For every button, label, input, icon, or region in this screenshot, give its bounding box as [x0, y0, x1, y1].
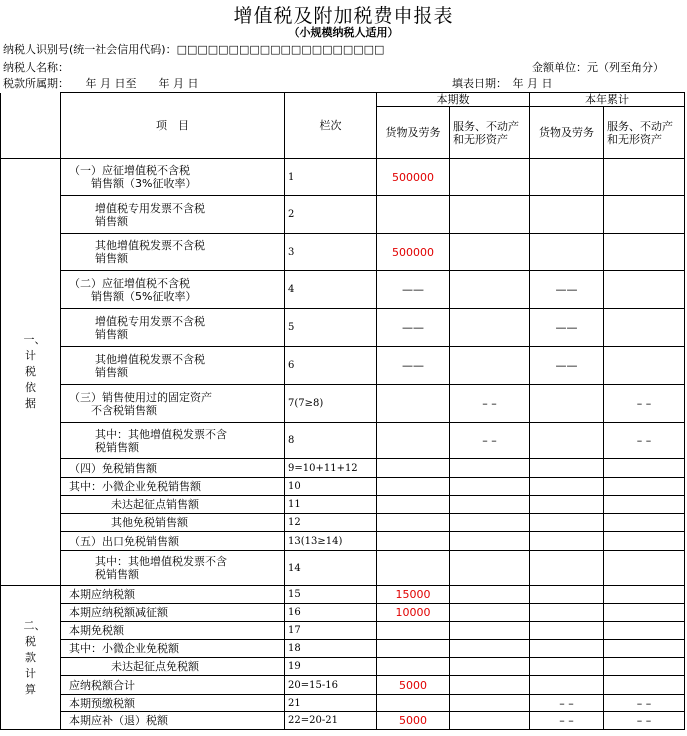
row-label: 其中：小微企业免税销售额 — [61, 478, 285, 496]
row-label: 其他增值税发票不含税 销售额 — [61, 234, 285, 271]
services-ytd-cell[interactable] — [604, 586, 685, 604]
services-current-cell[interactable] — [450, 309, 530, 347]
services-ytd-cell[interactable] — [604, 658, 685, 676]
section-tax-calculation — [1, 586, 61, 730]
goods-current-cell[interactable] — [377, 658, 450, 676]
row-label: 增值税专用发票不含税 销售额 — [61, 309, 285, 347]
services-current-cell[interactable] — [450, 478, 530, 496]
row-label: 增值税专用发票不含税 销售额 — [61, 196, 285, 234]
goods-ytd-cell[interactable] — [530, 551, 604, 586]
goods-ytd-cell[interactable] — [530, 496, 604, 514]
goods-current-cell[interactable] — [377, 622, 450, 640]
fill-date: 填表日期： 年 月 日 — [452, 77, 553, 90]
goods-ytd-cell[interactable] — [530, 159, 604, 196]
services-ytd-cell[interactable] — [604, 478, 685, 496]
services-current-cell[interactable] — [450, 496, 530, 514]
table-row — [1, 159, 685, 196]
services-ytd-cell[interactable] — [604, 622, 685, 640]
table-row — [1, 514, 685, 532]
taxpayer-id-row — [3, 41, 384, 57]
services-ytd-cell[interactable] — [604, 640, 685, 658]
row-line-number: 5 — [285, 309, 377, 347]
row-line-number: 1 — [285, 159, 377, 196]
row-label: （四）免税销售额 — [61, 459, 285, 478]
services-ytd-cell[interactable] — [604, 496, 685, 514]
row-label: （三）销售使用过的固定资产 不含税销售额 — [61, 385, 285, 423]
col-services-ytd-header: 服务、不动产和无形资产 — [604, 107, 685, 159]
goods-current-cell[interactable]: 10000 — [377, 604, 450, 622]
form-title: 增值税及附加税费申报表 — [233, 5, 454, 27]
row-label: 其中：其他增值税发票不含 税销售额 — [61, 423, 285, 459]
goods-current-cell[interactable] — [377, 551, 450, 586]
row-label: （五）出口免税销售额 — [61, 532, 285, 551]
table-row — [1, 622, 685, 640]
goods-current-cell[interactable]: —— — [377, 271, 450, 309]
goods-current-cell[interactable]: 15000 — [377, 586, 450, 604]
table-row — [1, 423, 685, 459]
row-label: 其他增值税发票不含税 销售额 — [61, 347, 285, 385]
section-tax-calculation-label: 二、税款计算 — [23, 618, 46, 696]
table-row — [1, 347, 685, 385]
row-line-number: 15 — [285, 586, 377, 604]
goods-current-cell[interactable]: —— — [377, 309, 450, 347]
goods-ytd-cell[interactable] — [530, 622, 604, 640]
services-ytd-cell[interactable]: – – — [604, 385, 685, 423]
services-current-cell[interactable] — [450, 676, 530, 695]
goods-current-cell[interactable]: 500000 — [377, 234, 450, 271]
amount-unit: 金额单位：元（列至角分） — [532, 61, 664, 74]
table-row — [1, 586, 685, 604]
row-line-number: 19 — [285, 658, 377, 676]
col-item-header: 项 目 — [61, 93, 285, 159]
goods-ytd-cell[interactable] — [530, 385, 604, 423]
services-current-cell[interactable] — [450, 551, 530, 586]
goods-current-cell[interactable] — [377, 423, 450, 459]
goods-ytd-cell[interactable] — [530, 196, 604, 234]
services-current-cell[interactable] — [450, 532, 530, 551]
goods-current-cell[interactable] — [377, 196, 450, 234]
goods-current-cell[interactable]: —— — [377, 347, 450, 385]
services-current-cell[interactable] — [450, 658, 530, 676]
services-ytd-cell[interactable] — [604, 676, 685, 695]
goods-ytd-cell[interactable] — [530, 676, 604, 695]
row-label: （一）应征增值税不含税 销售额（3%征收率） — [61, 159, 285, 196]
tax-period: 税款所属期： 年 月 日至 年 月 日 — [3, 77, 199, 90]
table-row — [1, 478, 685, 496]
services-current-cell[interactable] — [450, 234, 530, 271]
section-tax-basis-label: 一、计税依据 — [23, 333, 46, 410]
services-current-cell[interactable] — [450, 271, 530, 309]
row-line-number: 22=20-21 — [285, 712, 377, 730]
table-row — [1, 604, 685, 622]
table-row — [1, 234, 685, 271]
goods-current-cell[interactable] — [377, 385, 450, 423]
row-line-number: 6 — [285, 347, 377, 385]
services-ytd-cell[interactable] — [604, 514, 685, 532]
table-row — [1, 532, 685, 551]
services-ytd-cell[interactable] — [604, 196, 685, 234]
row-label: （二）应征增值税不含税 销售额（5%征收率） — [61, 271, 285, 309]
row-line-number: 3 — [285, 234, 377, 271]
services-ytd-cell[interactable]: – – — [604, 695, 685, 712]
table-row — [1, 196, 685, 234]
goods-ytd-cell[interactable]: —— — [530, 271, 604, 309]
goods-current-cell[interactable] — [377, 514, 450, 532]
goods-ytd-cell[interactable]: – – — [530, 712, 604, 730]
row-label: 其中：其他增值税发票不含 税销售额 — [61, 551, 285, 586]
row-line-number: 2 — [285, 196, 377, 234]
services-ytd-cell[interactable]: – – — [604, 423, 685, 459]
row-line-number: 20=15-16 — [285, 676, 377, 695]
goods-ytd-cell[interactable] — [530, 459, 604, 478]
row-label: 本期预缴税额 — [61, 695, 285, 712]
table-row — [1, 496, 685, 514]
services-ytd-cell[interactable] — [604, 459, 685, 478]
goods-ytd-cell[interactable] — [530, 640, 604, 658]
goods-ytd-cell[interactable]: – – — [530, 695, 604, 712]
row-label: 本期应纳税额 — [61, 586, 285, 604]
goods-ytd-cell[interactable] — [530, 423, 604, 459]
row-line-number: 17 — [285, 622, 377, 640]
goods-current-cell[interactable] — [377, 478, 450, 496]
row-line-number: 4 — [285, 271, 377, 309]
goods-ytd-cell[interactable] — [530, 478, 604, 496]
col-line-header: 栏次 — [285, 93, 377, 159]
services-current-cell[interactable] — [450, 514, 530, 532]
row-line-number: 7(7≥8) — [285, 385, 377, 423]
services-current-cell[interactable] — [450, 159, 530, 196]
goods-current-cell[interactable] — [377, 496, 450, 514]
services-ytd-cell[interactable] — [604, 159, 685, 196]
row-line-number: 9=10+11+12 — [285, 459, 377, 478]
table-row — [1, 658, 685, 676]
table-row — [1, 676, 685, 695]
row-label: 其他免税销售额 — [61, 514, 285, 532]
declaration-table — [0, 92, 685, 730]
table-row — [1, 640, 685, 658]
services-current-cell[interactable] — [450, 604, 530, 622]
row-line-number: 21 — [285, 695, 377, 712]
services-current-cell[interactable] — [450, 695, 530, 712]
row-line-number: 18 — [285, 640, 377, 658]
row-label: 未达起征点免税额 — [61, 658, 285, 676]
goods-current-cell[interactable]: 5000 — [377, 676, 450, 695]
col-goods-ytd-header: 货物及劳务 — [530, 107, 604, 159]
goods-current-cell[interactable] — [377, 640, 450, 658]
services-ytd-cell[interactable] — [604, 551, 685, 586]
section-tax-basis — [1, 159, 61, 586]
table-row — [1, 459, 685, 478]
goods-ytd-cell[interactable]: —— — [530, 347, 604, 385]
services-current-cell[interactable] — [450, 586, 530, 604]
goods-ytd-cell[interactable] — [530, 514, 604, 532]
goods-current-cell[interactable] — [377, 459, 450, 478]
row-label: 本期应纳税额减征额 — [61, 604, 285, 622]
services-current-cell[interactable] — [450, 347, 530, 385]
services-ytd-cell[interactable] — [604, 309, 685, 347]
services-current-cell[interactable] — [450, 712, 530, 730]
row-line-number: 8 — [285, 423, 377, 459]
table-row — [1, 712, 685, 730]
table-row — [1, 271, 685, 309]
services-ytd-cell[interactable] — [604, 604, 685, 622]
taxpayer-id-label: 纳税人识别号(统一社会信用代码)： — [3, 43, 177, 56]
row-line-number: 16 — [285, 604, 377, 622]
services-current-cell[interactable] — [450, 640, 530, 658]
row-label: 本期免税额 — [61, 622, 285, 640]
goods-current-cell[interactable]: 5000 — [377, 712, 450, 730]
row-label: 其中：小微企业免税额 — [61, 640, 285, 658]
form-subtitle: （小规模纳税人适用） — [288, 26, 399, 39]
goods-current-cell[interactable] — [377, 695, 450, 712]
col-goods-current-header: 货物及劳务 — [377, 107, 450, 159]
goods-ytd-cell[interactable]: —— — [530, 309, 604, 347]
services-current-cell[interactable] — [450, 459, 530, 478]
row-label: 应纳税额合计 — [61, 676, 285, 695]
row-label: 本期应补（退）税额 — [61, 712, 285, 730]
goods-current-cell[interactable]: 500000 — [377, 159, 450, 196]
goods-current-cell[interactable] — [377, 532, 450, 551]
corner-cell — [1, 93, 61, 159]
services-current-cell[interactable]: – – — [450, 385, 530, 423]
services-current-cell[interactable] — [450, 196, 530, 234]
goods-ytd-cell[interactable] — [530, 586, 604, 604]
services-ytd-cell[interactable] — [604, 532, 685, 551]
col-current-period-header: 本期数 — [377, 93, 530, 107]
table-row — [1, 385, 685, 423]
row-line-number: 10 — [285, 478, 377, 496]
services-ytd-cell[interactable] — [604, 271, 685, 309]
table-row — [1, 551, 685, 586]
row-line-number: 13(13≥14) — [285, 532, 377, 551]
row-line-number: 14 — [285, 551, 377, 586]
row-label: 未达起征点销售额 — [61, 496, 285, 514]
taxpayer-name-label: 纳税人名称： — [3, 61, 69, 74]
row-line-number: 11 — [285, 496, 377, 514]
taxpayer-id-boxes[interactable]: □□□□□□□□□□□□□□□□□□□□ — [176, 43, 385, 56]
services-ytd-cell[interactable]: – – — [604, 712, 685, 730]
services-current-cell[interactable]: – – — [450, 423, 530, 459]
goods-ytd-cell[interactable] — [530, 234, 604, 271]
table-row — [1, 695, 685, 712]
table-row — [1, 309, 685, 347]
col-services-current-header: 服务、不动产和无形资产 — [450, 107, 530, 159]
goods-ytd-cell[interactable] — [530, 532, 604, 551]
col-year-to-date-header: 本年累计 — [530, 93, 685, 107]
services-ytd-cell[interactable] — [604, 347, 685, 385]
services-ytd-cell[interactable] — [604, 234, 685, 271]
services-current-cell[interactable] — [450, 622, 530, 640]
row-line-number: 12 — [285, 514, 377, 532]
goods-ytd-cell[interactable] — [530, 658, 604, 676]
goods-ytd-cell[interactable] — [530, 604, 604, 622]
